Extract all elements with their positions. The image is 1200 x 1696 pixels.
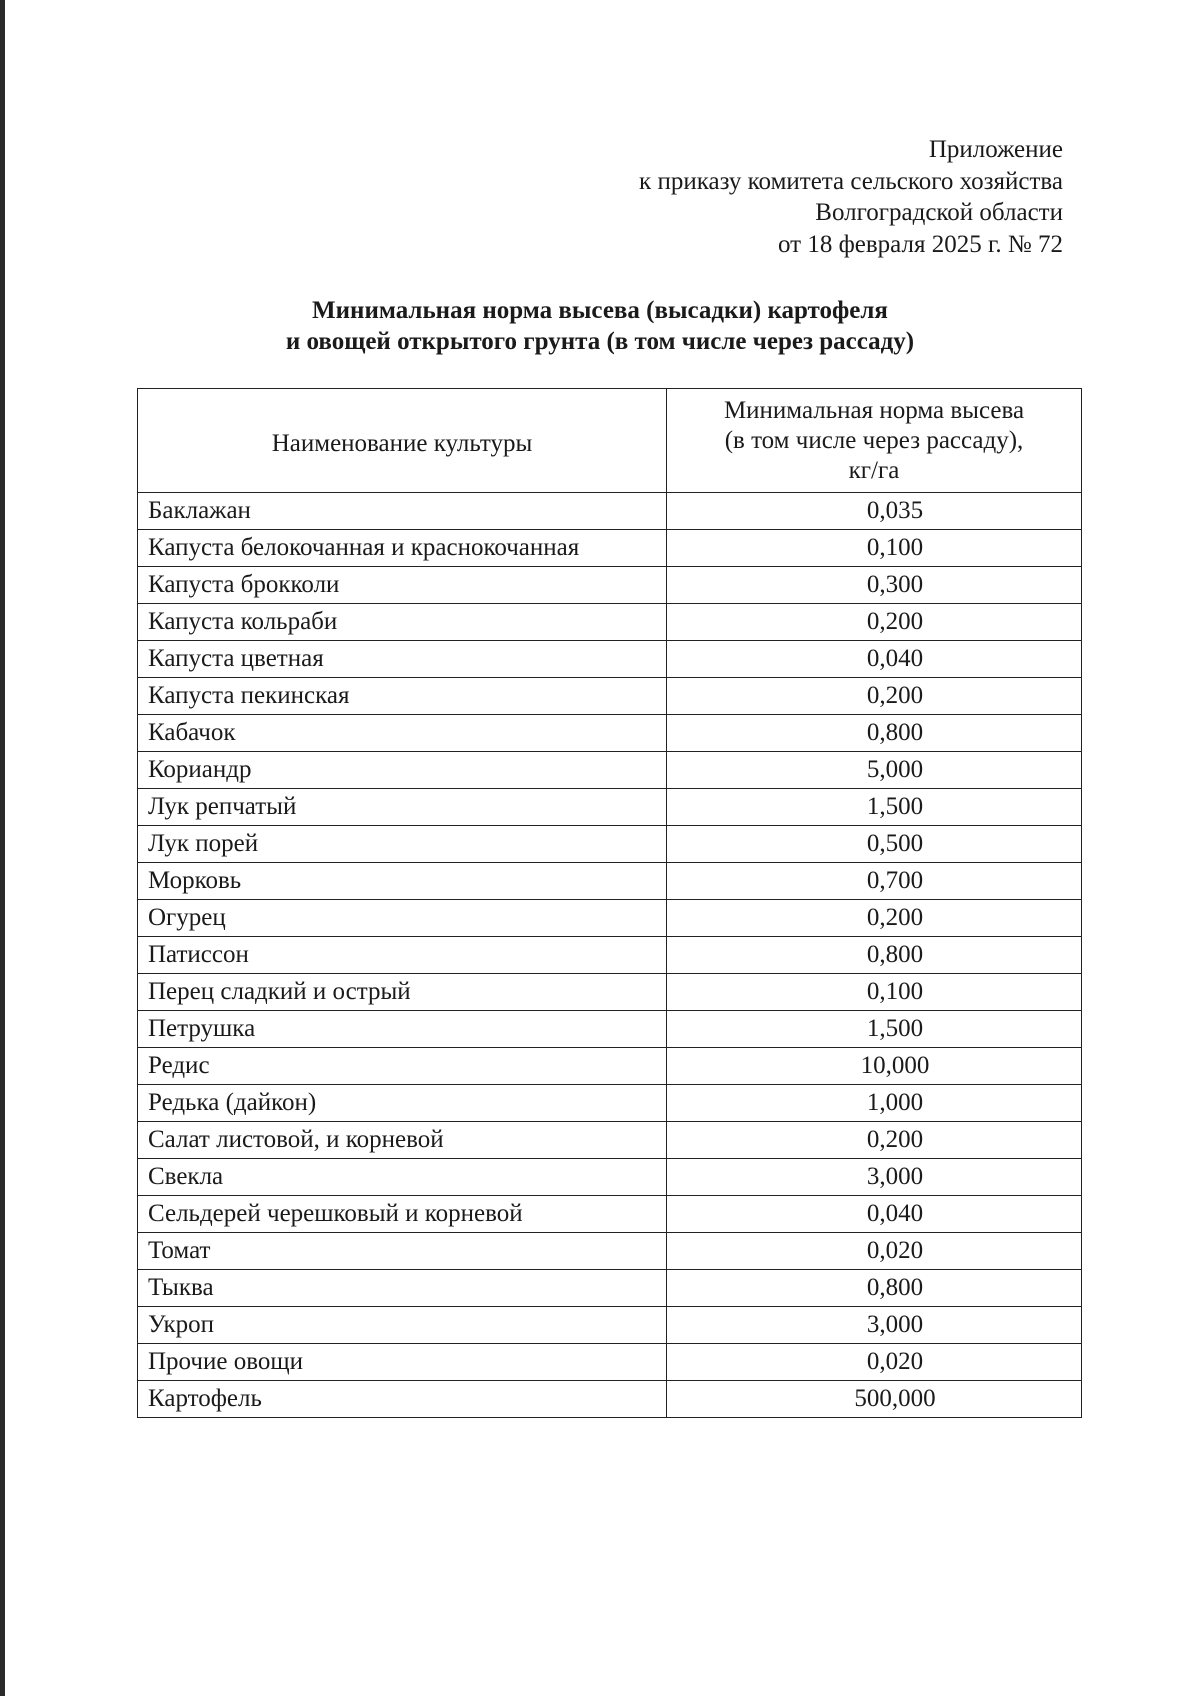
column-header-crop-name: Наименование культуры [138, 389, 667, 493]
appendix-region: Волгоградской области [815, 199, 1063, 226]
table-row [138, 1048, 1082, 1085]
table-row [138, 641, 1082, 678]
table-row [138, 1159, 1082, 1196]
crop-name-cell: Капуста белокочанная и краснокочанная [138, 530, 667, 567]
seeding-norm-cell: 1,500 [667, 1011, 1082, 1048]
table-row [138, 530, 1082, 567]
seeding-norm-cell: 1,000 [667, 1085, 1082, 1122]
table-row [138, 900, 1082, 937]
seeding-norm-cell: 0,500 [667, 826, 1082, 863]
crop-name-cell: Капуста цветная [138, 641, 667, 678]
table-row [138, 604, 1082, 641]
table-row [138, 1196, 1082, 1233]
appendix-label: Приложение [928, 136, 1063, 163]
column-header-seeding-norm [667, 389, 1082, 493]
document-title-line-1: Минимальная норма высева (высадки) картофеля [312, 297, 888, 324]
table-row [138, 1307, 1082, 1344]
crop-name-cell: Капуста брокколи [138, 567, 667, 604]
table-row [138, 1381, 1082, 1418]
table-row [138, 1085, 1082, 1122]
table-row [138, 937, 1082, 974]
table-row [138, 678, 1082, 715]
table-row [138, 789, 1082, 826]
seeding-norm-cell: 3,000 [667, 1307, 1082, 1344]
table-header-row [138, 389, 1082, 493]
crop-name-cell: Сельдерей черешковый и корневой [138, 1196, 667, 1233]
seeding-norm-cell: 0,800 [667, 937, 1082, 974]
seeding-norm-cell: 0,800 [667, 1270, 1082, 1307]
seeding-norm-cell: 0,040 [667, 1196, 1082, 1233]
seeding-norm-cell: 0,020 [667, 1344, 1082, 1381]
seeding-norm-cell: 0,700 [667, 863, 1082, 900]
table-row [138, 1344, 1082, 1381]
table-row [138, 752, 1082, 789]
seeding-norm-cell: 0,100 [667, 974, 1082, 1011]
table-row [138, 493, 1082, 530]
seeding-norm-cell: 0,200 [667, 678, 1082, 715]
seeding-norm-cell: 0,300 [667, 567, 1082, 604]
table-row [138, 715, 1082, 752]
table-row [138, 826, 1082, 863]
crop-name-cell: Тыква [138, 1270, 667, 1307]
crop-name-cell: Баклажан [138, 493, 667, 530]
crop-name-cell: Патиссон [138, 937, 667, 974]
seeding-norm-cell: 0,040 [667, 641, 1082, 678]
crop-name-cell: Редька (дайкон) [138, 1085, 667, 1122]
column-header-seeding-norm-line-2: (в том числе через рассаду), [724, 426, 1024, 454]
seeding-norm-cell: 1,500 [667, 789, 1082, 826]
table-row [138, 1122, 1082, 1159]
document-title-line-2: и овощей открытого грунта (в том числе через рассаду) [285, 328, 915, 355]
document-title [0, 295, 1200, 357]
table-row [138, 1011, 1082, 1048]
crop-name-cell: Прочие овощи [138, 1344, 667, 1381]
crop-name-cell: Салат листовой, и корневой [138, 1122, 667, 1159]
seeding-norm-cell: 500,000 [667, 1381, 1082, 1418]
crop-name-cell: Кабачок [138, 715, 667, 752]
seeding-norm-cell: 0,800 [667, 715, 1082, 752]
seeding-norm-cell: 0,035 [667, 493, 1082, 530]
column-header-seeding-norm-unit: кг/га [848, 456, 900, 484]
crop-name-cell: Лук порей [138, 826, 667, 863]
seeding-norm-cell: 10,000 [667, 1048, 1082, 1085]
column-header-seeding-norm-line-1: Минимальная норма высева [723, 396, 1025, 424]
crop-name-cell: Кориандр [138, 752, 667, 789]
crop-name-cell: Укроп [138, 1307, 667, 1344]
seeding-norm-cell: 0,200 [667, 900, 1082, 937]
crop-name-cell: Морковь [138, 863, 667, 900]
seeding-norm-cell: 0,100 [667, 530, 1082, 567]
seeding-norm-cell: 0,200 [667, 604, 1082, 641]
crop-name-cell: Свекла [138, 1159, 667, 1196]
appendix-order-reference: к приказу комитета сельского хозяйства [639, 167, 1063, 195]
crop-name-cell: Капуста пекинская [138, 678, 667, 715]
crop-name-cell: Огурец [138, 900, 667, 937]
crop-name-cell: Лук репчатый [138, 789, 667, 826]
table-row [138, 863, 1082, 900]
seeding-norm-cell: 3,000 [667, 1159, 1082, 1196]
appendix-date-number: от 18 февраля 2025 г. № 72 [777, 230, 1063, 258]
table-row [138, 567, 1082, 604]
crop-name-cell: Перец сладкий и острый [138, 974, 667, 1011]
scan-edge-shadow [0, 0, 5, 1696]
seeding-norm-cell: 0,200 [667, 1122, 1082, 1159]
crop-name-cell: Петрушка [138, 1011, 667, 1048]
table-row [138, 1270, 1082, 1307]
crop-name-cell: Картофель [138, 1381, 667, 1418]
table-row [138, 974, 1082, 1011]
seeding-norm-cell: 5,000 [667, 752, 1082, 789]
table-row [138, 1233, 1082, 1270]
seeding-norm-cell: 0,020 [667, 1233, 1082, 1270]
crop-name-cell: Томат [138, 1233, 667, 1270]
crop-name-cell: Редис [138, 1048, 667, 1085]
appendix-header [639, 134, 1063, 260]
crop-name-cell: Капуста кольраби [138, 604, 667, 641]
seeding-norms-table [137, 388, 1082, 1418]
